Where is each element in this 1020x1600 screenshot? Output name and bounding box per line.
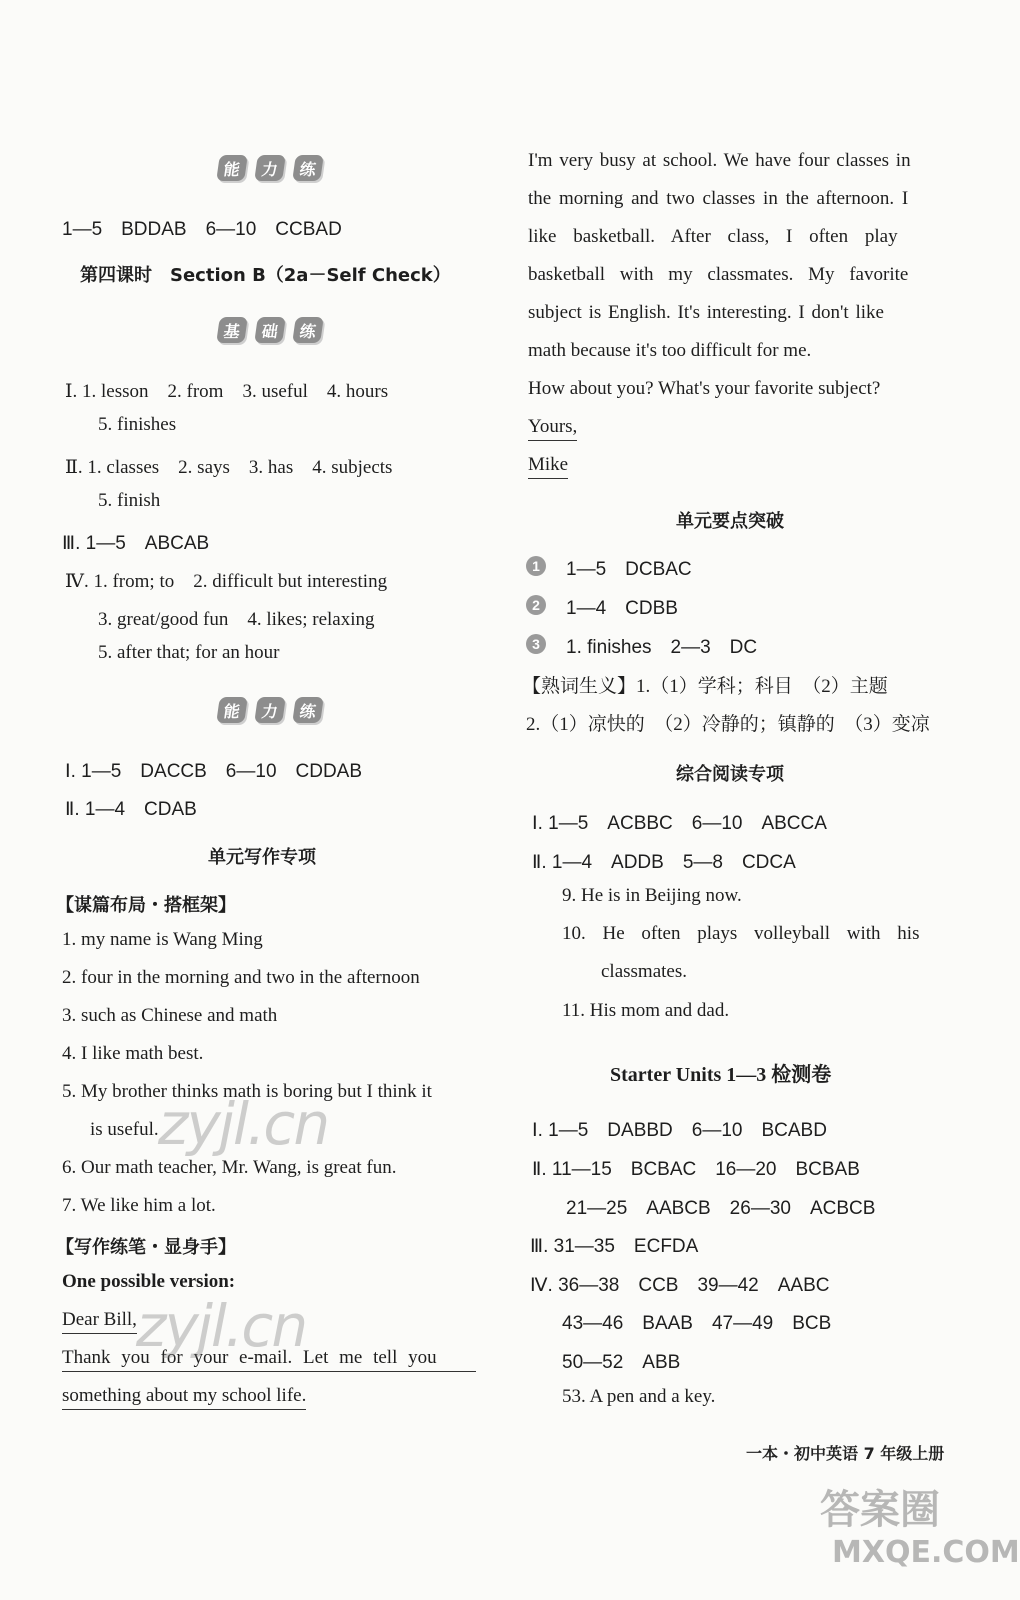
letter-line: subject is English. It's interesting. I don't like — [528, 302, 884, 323]
answer-line: Ⅱ. 1. classes 2. says 3. has 4. subjects — [65, 457, 393, 478]
answer-line: Ⅰ. 1—5 DACCB 6—10 CDDAB — [65, 761, 363, 782]
frame-item: 4. I like math best. — [62, 1043, 204, 1064]
answer-line: 10. He often plays volleyball with his — [562, 923, 920, 944]
badge-char: 础 — [254, 317, 286, 343]
watermark: zyjl.cn — [136, 1292, 307, 1360]
answer-line: 53. A pen and a key. — [562, 1386, 716, 1407]
answer-line: Ⅰ. 1. lesson 2. from 3. useful 4. hours — [65, 381, 389, 402]
section-badge-ability — [218, 155, 322, 181]
badge-char: 力 — [254, 697, 286, 723]
possible-version: One possible version: — [62, 1271, 236, 1292]
key-item-answer: 1. finishes 2—3 DC — [566, 637, 758, 658]
answer-line: 5. finish — [98, 490, 161, 511]
letter-line: I'm very busy at school. We have four classes in — [528, 150, 911, 171]
answer-line: 9. He is in Beijing now. — [562, 885, 742, 906]
lesson-title: 第四课时 Section B（2a－Self Check） — [80, 265, 451, 286]
letter-line: math because it's too difficult for me. — [528, 340, 812, 361]
answer-line: Ⅳ. 36—38 CCB 39—42 AABC — [530, 1275, 830, 1296]
answer-line: Ⅰ. 1—5 DABBD 6—10 BCABD — [532, 1120, 827, 1141]
writing-title: 单元写作专项 — [208, 847, 316, 868]
section-badge-basic — [218, 317, 322, 343]
answer-line: 5. finishes — [98, 414, 177, 435]
answer-line: Ⅰ. 1—5 ACBBC 6—10 ABCCA — [532, 813, 827, 834]
section-badge-ability — [218, 697, 322, 723]
watermark: zyjl.cn — [158, 1090, 329, 1158]
letter-line: Mike — [528, 454, 568, 479]
answer-line: Ⅱ. 11—15 BCBAC 16—20 BCBAB — [532, 1159, 860, 1180]
letter-line: like basketball. After class, I often play — [528, 226, 898, 247]
answer-line: Ⅲ. 1—5 ABCAB — [62, 533, 210, 554]
practice-title: 【写作练笔・显身手】 — [56, 1237, 236, 1258]
answer-line: 50—52 ABB — [562, 1352, 681, 1373]
badge-char: 基 — [216, 317, 248, 343]
letter-line: Thank you for your e-mail. Let me tell you — [62, 1347, 476, 1372]
key-item-number: 2 — [526, 595, 546, 615]
answer-line: 11. His mom and dad. — [562, 1000, 730, 1021]
key-item-number: 1 — [526, 556, 546, 576]
letter-line: basketball with my classmates. My favorite — [528, 264, 909, 285]
vocab-line: 【熟词生义】1.（1）学科；科目 （2）主题 — [522, 676, 888, 697]
page-footer: 一本・初中英语 7 年级上册 — [746, 1444, 945, 1463]
badge-char: 练 — [292, 317, 324, 343]
badge-char: 能 — [216, 155, 248, 181]
corner-watermark-url: MXQE.COM — [832, 1535, 1020, 1570]
badge-char: 力 — [254, 155, 286, 181]
answer-line: 3. great/good fun 4. likes; relaxing — [98, 609, 375, 630]
reading-title: 综合阅读专项 — [676, 764, 784, 785]
badge-char: 练 — [292, 155, 324, 181]
answer-line: Ⅱ. 1—4 ADDB 5—8 CDCA — [532, 852, 796, 873]
badge-char: 能 — [216, 697, 248, 723]
corner-watermark-logo: 答案圈 — [820, 1487, 940, 1533]
answer-line: 5. after that; for an hour — [98, 642, 280, 663]
frame-item: 2. four in the morning and two in the afternoon — [62, 967, 420, 988]
letter-line: Dear Bill, — [62, 1309, 137, 1334]
answer-line: Ⅳ. 1. from; to 2. difficult but interesting — [65, 571, 388, 592]
frame-title: 【谋篇布局・搭框架】 — [56, 895, 236, 916]
frame-item: 5. My brother thinks math is boring but I think it — [62, 1081, 432, 1102]
answer-line: 43—46 BAAB 47—49 BCB — [562, 1313, 832, 1334]
answer-line: classmates. — [601, 961, 688, 982]
test-title: Starter Units 1—3 检测卷 — [610, 1064, 832, 1086]
answer-line: Ⅱ. 1—4 CDAB — [65, 799, 197, 820]
key-points-title: 单元要点突破 — [676, 511, 784, 532]
frame-item: 3. such as Chinese and math — [62, 1005, 278, 1026]
answer-line: 21—25 AABCB 26—30 ACBCB — [566, 1198, 876, 1219]
letter-line: Yours, — [528, 416, 577, 441]
answer-line: Ⅲ. 31—35 ECFDA — [530, 1236, 699, 1257]
frame-item: is useful. — [90, 1119, 159, 1140]
letter-line: something about my school life. — [62, 1385, 306, 1410]
answer-line: 1—5 BDDAB 6—10 CCBAD — [62, 219, 342, 240]
vocab-line: 2.（1）凉快的 （2）冷静的；镇静的 （3）变凉 — [526, 714, 930, 735]
frame-item: 6. Our math teacher, Mr. Wang, is great fun. — [62, 1157, 397, 1178]
frame-item: 1. my name is Wang Ming — [62, 929, 263, 950]
key-item-number: 3 — [526, 634, 546, 654]
key-item-answer: 1—4 CDBB — [566, 598, 678, 619]
letter-line: How about you? What's your favorite subject? — [528, 378, 881, 399]
frame-item: 7. We like him a lot. — [62, 1195, 216, 1216]
letter-line: the morning and two classes in the afternoon. I — [528, 188, 909, 209]
badge-char: 练 — [292, 697, 324, 723]
key-item-answer: 1—5 DCBAC — [566, 559, 692, 580]
